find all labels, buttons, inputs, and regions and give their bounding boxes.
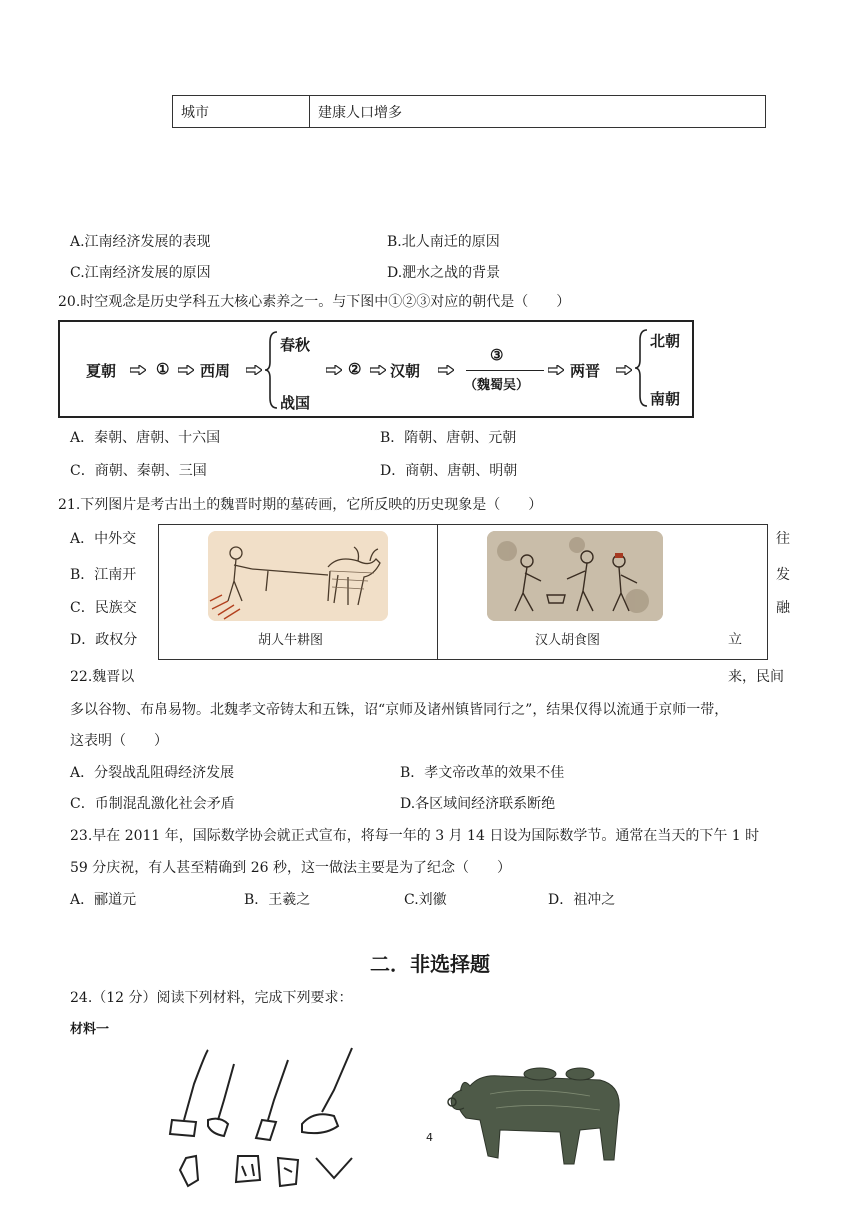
ox-ploughing-painting: [208, 531, 388, 621]
q23-option-d: D．祖冲之: [548, 892, 616, 908]
q20-option-a: A．秦朝、唐朝、十六国: [70, 430, 221, 446]
iron-tools-illustration: [138, 1040, 370, 1196]
q19-option-c: C.江南经济发展的原因: [70, 265, 211, 281]
q22-line2: 多以谷物、布帛易物。北魏孝文帝铸太和五铢，诏“京师及诸州镇皆同行之”，结果仅得以流通于京师一带，: [70, 702, 729, 718]
timeline-beichao: 北朝: [650, 332, 681, 350]
han-food-painting: [487, 531, 663, 621]
timeline-xijin: 两晋: [570, 362, 601, 380]
arrow-icon: [616, 365, 632, 375]
timeline-sanguo: （魏蜀吴）: [464, 378, 530, 393]
timeline-nanchao: 南朝: [650, 390, 681, 408]
timeline-zhanguo: 战国: [280, 394, 311, 412]
top-table: [172, 95, 766, 128]
page-number: 4: [426, 1131, 433, 1144]
q21-option-a-left: A．中外交: [70, 531, 137, 547]
arrow-icon: [246, 365, 262, 375]
q23-line2: 59 分庆祝，有人甚至精确到 26 秒，这一做法主要是为了纪念（ ）: [70, 860, 511, 876]
q22-option-b: B．孝文帝改革的效果不佳: [400, 765, 565, 781]
q21-option-b-right: 发: [776, 567, 790, 583]
arrow-icon: [370, 365, 386, 375]
q22-option-a: A．分裂战乱阻碍经济发展: [70, 765, 235, 781]
q22-line3: 这表明（ ）: [70, 733, 168, 749]
arrow-icon: [178, 365, 194, 375]
q22-option-d: D.各区域间经济联系断绝: [400, 796, 556, 812]
q21-stem: 21.下列图片是考古出土的魏晋时期的墓砖画，它所反映的历史现象是（ ）: [58, 497, 543, 513]
timeline-xia: 夏朝: [86, 362, 117, 380]
table-cell: [173, 96, 310, 127]
q22-line1-right: 来，民间: [728, 669, 784, 685]
q21-option-b-left: B．江南开: [70, 567, 137, 583]
material-label: 材料一: [70, 1022, 110, 1037]
caption-left: 胡人牛耕图: [258, 633, 324, 648]
fraction-line: [466, 370, 544, 371]
arrow-icon: [326, 365, 342, 375]
table-cell-text: 建康人口增多: [318, 105, 402, 121]
table-divider: [437, 525, 438, 659]
q23-option-c: C.刘徽: [404, 892, 447, 908]
timeline-blank-1: ①: [156, 360, 170, 378]
brace-icon: [634, 328, 648, 408]
timeline-blank-2: ②: [348, 360, 362, 378]
q19-option-b: B.北人南迁的原因: [387, 234, 500, 250]
q23-line1: 23.早在 2011 年，国际数学协会就正式宣布，将每一年的 3 月 14 日设为国际数学节。通常在当天的下午 1 时: [70, 828, 760, 844]
q21-option-c-left: C．民族交: [70, 600, 137, 616]
q21-option-c-right: 融: [776, 600, 790, 616]
q24-stem: 24.（12 分）阅读下列材料，完成下列要求：: [70, 990, 353, 1006]
q19-option-a: A.江南经济发展的表现: [70, 234, 211, 250]
q20-option-b: B．隋朝、唐朝、元朝: [380, 430, 517, 446]
timeline-han: 汉朝: [390, 362, 421, 380]
arrow-icon: [130, 365, 146, 375]
timeline-xizhou: 西周: [200, 362, 231, 380]
q23-option-a: A．郦道元: [70, 892, 137, 908]
brace-icon: [264, 330, 278, 410]
q23-option-b: B．王羲之: [244, 892, 311, 908]
arrow-icon: [548, 365, 564, 375]
arrow-icon: [438, 365, 454, 375]
dynasty-timeline: [58, 320, 694, 418]
q20-option-c: C．商朝、秦朝、三国: [70, 463, 207, 479]
table-cell: [310, 96, 765, 127]
timeline-chunqiu: 春秋: [280, 336, 311, 354]
bronze-ox-zun: [440, 1046, 630, 1178]
q19-option-d: D.淝水之战的背景: [387, 265, 501, 281]
q20-option-d: D．商朝、唐朝、明朝: [380, 463, 518, 479]
ox-plough-icon: [208, 531, 388, 621]
q21-option-d-right: 立: [728, 632, 742, 648]
people-eating-icon: [487, 531, 663, 621]
q20-stem: 20.时空观念是历史学科五大核心素养之一。与下图中①②③对应的朝代是（ ）: [58, 294, 571, 310]
q21-option-a-right: 往: [776, 531, 790, 547]
q22-line1-left: 22.魏晋以: [70, 669, 135, 685]
section-title: 二．非选择题: [370, 952, 490, 976]
tomb-painting-table: [158, 524, 768, 660]
q21-option-d-left: D．政权分: [70, 632, 138, 648]
table-cell-text: 城市: [181, 105, 209, 121]
q22-option-c: C．币制混乱激化社会矛盾: [70, 796, 235, 812]
caption-right: 汉人胡食图: [535, 633, 601, 648]
timeline-blank-3: ③: [490, 346, 504, 364]
